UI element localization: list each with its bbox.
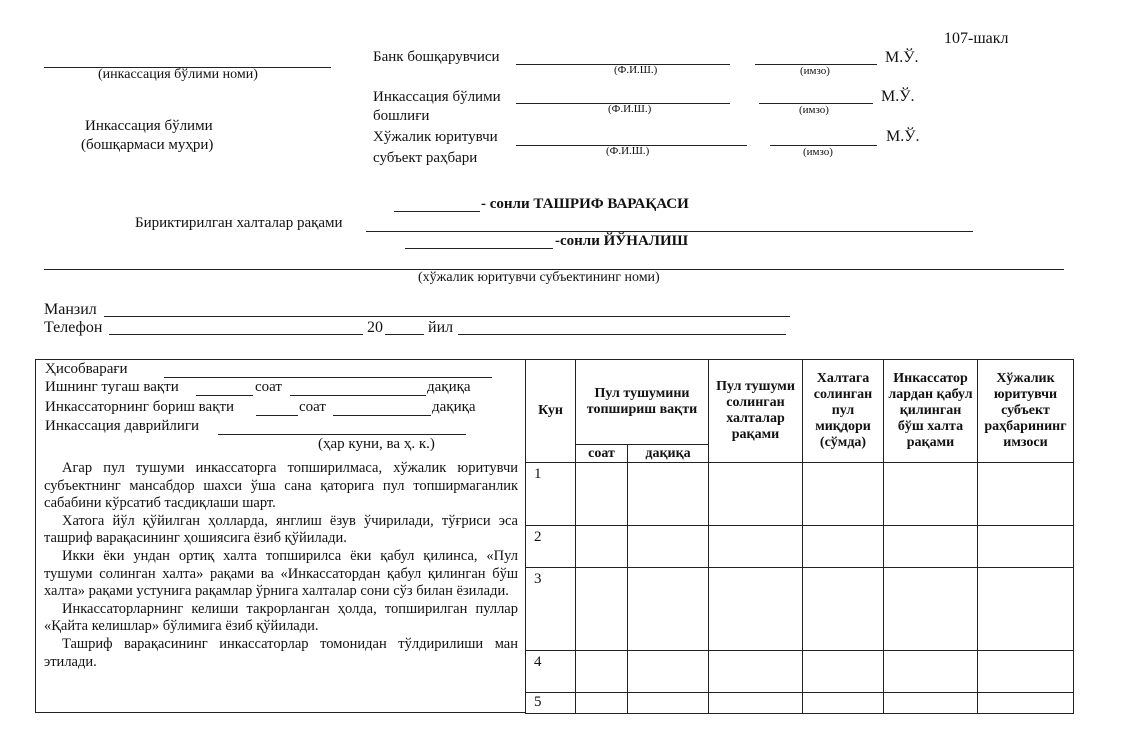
end-time-minute-line bbox=[290, 395, 426, 396]
table-cell[interactable] bbox=[576, 526, 628, 568]
arrival-hour: соат bbox=[299, 399, 326, 415]
instructions bbox=[44, 460, 518, 671]
table-cell[interactable] bbox=[576, 651, 628, 693]
signer-dept-fio-caption: (Ф.И.Ш.) bbox=[608, 103, 652, 115]
stamp-label-1: Инкассация бўлими bbox=[85, 118, 213, 134]
year-prefix: 20 bbox=[367, 319, 383, 336]
table-row bbox=[526, 651, 1074, 693]
account-line bbox=[164, 377, 492, 378]
arrival-minute-line bbox=[333, 415, 431, 416]
visit-sheet-title: - сонли ТАШРИФ ВАРАҚАСИ bbox=[481, 196, 689, 212]
table-cell[interactable] bbox=[803, 651, 884, 693]
signer-entity-title-1: Хўжалик юритувчи bbox=[373, 129, 498, 145]
address-line bbox=[104, 316, 790, 317]
table-cell[interactable] bbox=[978, 651, 1074, 693]
signer-dept-sign-caption: (имзо) bbox=[799, 104, 829, 116]
table-cell[interactable] bbox=[709, 463, 803, 526]
table-cell[interactable] bbox=[709, 651, 803, 693]
form-number: 107-шакл bbox=[944, 30, 1009, 47]
table-cell[interactable] bbox=[884, 693, 978, 714]
address-label: Манзил bbox=[44, 301, 97, 318]
year-suffix: йил bbox=[428, 319, 454, 336]
day-cell: 4 bbox=[526, 651, 576, 693]
signer-entity-mark: М.Ў. bbox=[886, 128, 920, 145]
table-cell[interactable] bbox=[709, 526, 803, 568]
day-cell: 5 bbox=[526, 693, 576, 714]
signer-entity-title-2: субъект раҳбари bbox=[373, 150, 478, 166]
visits-table bbox=[525, 359, 1074, 714]
instruction-paragraph: Инкассаторларнинг келиши такрорланган ҳолда, топширилган пуллар «Қайта келишлар» бўлимига ёзиб қўйилади. bbox=[44, 600, 518, 635]
table-cell[interactable] bbox=[628, 568, 709, 651]
table-cell[interactable] bbox=[978, 463, 1074, 526]
col-header-day: Кун bbox=[526, 360, 576, 463]
signer-dept-title-1: Инкассация бўлими bbox=[373, 89, 501, 105]
table-row bbox=[526, 568, 1074, 651]
signer-entity-fio-caption: (Ф.И.Ш.) bbox=[606, 145, 650, 157]
col-header-hour: соат bbox=[576, 445, 628, 463]
stamp-label-2: (бошқармаси муҳри) bbox=[81, 137, 214, 153]
table-cell[interactable] bbox=[628, 526, 709, 568]
signer-bank-mark: М.Ў. bbox=[885, 49, 919, 66]
instruction-paragraph: Хатога йўл қўйилган ҳолларда, янглиш ёзув ўчирилади, тўғриси эса ташриф варақасининг ҳошиясига ёзиб қўйилади. bbox=[44, 512, 518, 547]
table-cell[interactable] bbox=[803, 568, 884, 651]
col-header-signature: Хўжалик юритувчи субъект раҳбарининг имзоси bbox=[978, 360, 1074, 463]
table-row bbox=[526, 693, 1074, 714]
account-label: Ҳисобварағи bbox=[45, 361, 128, 377]
phone-line bbox=[109, 334, 363, 335]
end-time-hour: соат bbox=[255, 379, 282, 395]
bags-label: Бириктирилган халталар рақами bbox=[135, 215, 343, 231]
table-cell[interactable] bbox=[884, 651, 978, 693]
period-label: Инкассация даврийлиги bbox=[45, 418, 200, 434]
table-cell[interactable] bbox=[884, 463, 978, 526]
col-header-minute: дақиқа bbox=[628, 445, 709, 463]
instruction-paragraph: Икки ёки ундан ортиқ халта топширилса ёки қабул қилинса, «Пул тушуми солинган халта» рақами ва «Инкассатордан қабул қилинган бўш халта» рақами устунига рақамлар ўрнига халталар сони сўз билан ёзилади. bbox=[44, 547, 518, 600]
signer-dept-mark: М.Ў. bbox=[881, 88, 915, 105]
end-time-label: Ишнинг тугаш вақти bbox=[45, 379, 179, 395]
table-cell[interactable] bbox=[884, 568, 978, 651]
table-row bbox=[526, 463, 1074, 526]
instruction-paragraph: Ташриф варақасининг инкассаторлар томонидан тўлдирилиши ман этилади. bbox=[44, 635, 518, 670]
table-cell[interactable] bbox=[978, 526, 1074, 568]
date-line bbox=[458, 334, 786, 335]
day-cell: 2 bbox=[526, 526, 576, 568]
entity-name-caption: (хўжалик юритувчи субъектининг номи) bbox=[418, 270, 660, 285]
col-header-handover-time: Пул тушумини топшириш вақти bbox=[576, 360, 709, 445]
col-header-bag-numbers: Пул тушуми солинган халталар рақами bbox=[709, 360, 803, 463]
period-line bbox=[218, 434, 466, 435]
arrival-minute: дақиқа bbox=[432, 399, 476, 415]
table-cell[interactable] bbox=[978, 568, 1074, 651]
route-title: -сонли ЙЎНАЛИШ bbox=[555, 233, 689, 249]
period-caption: (ҳар куни, ва ҳ. к.) bbox=[318, 436, 435, 452]
signer-bank-sign-caption: (имзо) bbox=[800, 65, 830, 77]
table-cell[interactable] bbox=[803, 463, 884, 526]
bags-line bbox=[366, 231, 973, 232]
col-header-amount: Халтага солинган пул миқдори (сўмда) bbox=[803, 360, 884, 463]
phone-label: Телефон bbox=[44, 319, 103, 336]
visit-sheet-number-line bbox=[394, 211, 480, 212]
table-cell[interactable] bbox=[803, 693, 884, 714]
info-box bbox=[35, 359, 526, 713]
table-cell[interactable] bbox=[628, 651, 709, 693]
signer-entity-sign-caption: (имзо) bbox=[803, 146, 833, 158]
year-line bbox=[385, 334, 424, 335]
arrival-label: Инкассаторнинг бориш вақти bbox=[45, 399, 235, 415]
signer-bank-fio-caption: (Ф.И.Ш.) bbox=[614, 64, 658, 76]
signer-dept-title-2: бошлиғи bbox=[373, 108, 430, 124]
signer-bank-title: Банк бошқарувчиси bbox=[373, 49, 500, 65]
end-time-hour-line bbox=[196, 395, 253, 396]
table-row bbox=[526, 526, 1074, 568]
table-cell[interactable] bbox=[576, 463, 628, 526]
dept-name-caption: (инкассация бўлими номи) bbox=[98, 67, 258, 82]
day-cell: 1 bbox=[526, 463, 576, 526]
table-cell[interactable] bbox=[803, 526, 884, 568]
day-cell: 3 bbox=[526, 568, 576, 651]
table-cell[interactable] bbox=[884, 526, 978, 568]
end-time-minute: дақиқа bbox=[427, 379, 471, 395]
table-cell[interactable] bbox=[978, 693, 1074, 714]
table-cell[interactable] bbox=[576, 693, 628, 714]
table-cell[interactable] bbox=[628, 693, 709, 714]
instruction-paragraph: Агар пул тушуми инкассаторга топширилмаса, хўжалик юритувчи субъектнинг мансабдор шахси ўша сана қаторига пул топширмаганлик сабабини кўрсатиб тасдиқлаши шарт. bbox=[44, 460, 518, 512]
col-header-empty-bags: Инкассатор лардан қабул қилинган бўш халта рақами bbox=[884, 360, 978, 463]
table-cell[interactable] bbox=[709, 693, 803, 714]
table-cell[interactable] bbox=[709, 568, 803, 651]
arrival-hour-line bbox=[256, 415, 298, 416]
table-cell[interactable] bbox=[576, 568, 628, 651]
table-cell[interactable] bbox=[628, 463, 709, 526]
route-number-line bbox=[405, 248, 553, 249]
